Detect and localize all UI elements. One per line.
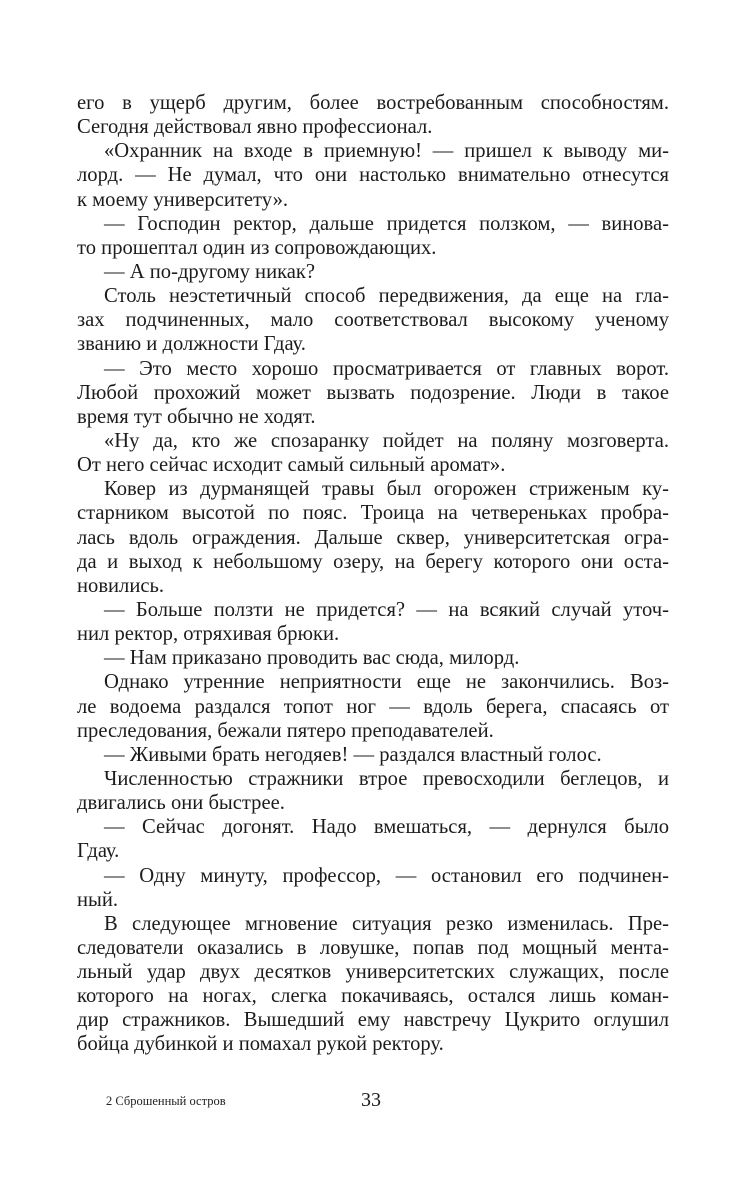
- text-line: да и выход к небольшому озеру, на берегу которого они оста-: [77, 550, 669, 573]
- text-line: — Живыми брать негодяев! — раздался властный голос.: [104, 743, 602, 766]
- body-text: [77, 91, 669, 1057]
- text-line: которого на ногах, слегка покачиваясь, остался лишь коман-: [77, 985, 669, 1008]
- text-line: льный удар двух десятков университетских служащих, после: [77, 961, 669, 984]
- text-line: ный.: [77, 888, 119, 911]
- text-line: званию и должности Гдау.: [77, 333, 306, 356]
- text-line: старником высотой по пояс. Троица на четвереньках пробра-: [77, 502, 669, 525]
- text-line: — Господин ректор, дальше придется ползком, — винова-: [104, 212, 669, 235]
- text-line: Столь неэстетичный способ передвижения, да еще на гла-: [104, 285, 669, 308]
- text-line: — Это место хорошо просматривается от главных ворот.: [104, 357, 669, 380]
- text-line: то прошептал один из сопровождающих.: [77, 236, 437, 259]
- text-line: ле водоема раздался топот ног — вдоль берега, спасаясь от: [77, 695, 669, 718]
- text-line: преследования, бежали пятеро преподавателей.: [77, 719, 494, 742]
- text-line: бойца дубинкой и помахал рукой ректору.: [77, 1033, 444, 1056]
- text-line: следователи оказались в ловушке, попав под мощный мента-: [77, 936, 669, 959]
- text-line: Численностью стражники втрое превосходили беглецов, и: [104, 767, 669, 790]
- text-line: «Охранник на входе в приемную! — пришел к выводу ми-: [104, 140, 669, 163]
- text-line: Однако утренние неприятности еще не закончились. Воз-: [104, 671, 669, 694]
- text-line: — Сейчас догонят. Надо вмешаться, — дернулся было: [104, 816, 669, 839]
- text-line: новились.: [77, 574, 165, 597]
- text-line: зах подчиненных, мало соответствовал высокому ученому: [77, 309, 669, 332]
- text-line: — Больше ползти не придется? — на всякий случай уточ-: [104, 598, 669, 621]
- page-number: 33: [361, 1089, 381, 1111]
- text-line: Сегодня действовал явно профессионал.: [77, 116, 433, 139]
- text-line: нил ректор, отряхивая брюки.: [77, 623, 340, 646]
- text-line: Гдау.: [77, 840, 120, 863]
- text-line: двигались они быстрее.: [77, 792, 285, 815]
- text-line: — Нам приказано проводить вас сюда, милорд.: [104, 647, 520, 670]
- text-line: От него сейчас исходит самый сильный аромат».: [77, 454, 506, 477]
- text-line: лорд. — Не думал, что они настолько внимательно отнесутся: [77, 164, 669, 187]
- text-line: Любой прохожий может вызвать подозрение. Люди в такое: [77, 381, 669, 404]
- text-line: — Одну минуту, профессор, — остановил его подчинен-: [104, 864, 669, 887]
- text-line: «Ну да, кто же спозаранку пойдет на поляну мозговерта.: [104, 429, 669, 452]
- text-line: время тут обычно не ходят.: [77, 405, 316, 428]
- text-line: — А по-другому никак?: [104, 260, 316, 283]
- text-line: дир стражников. Вышедший ему навстречу Цукрито оглушил: [77, 1009, 669, 1032]
- signature-mark: 2 Сброшенный остров: [106, 1094, 226, 1108]
- text-line: его в ущерб другим, более востребованным способностям.: [77, 92, 669, 114]
- text-line: Ковер из дурманящей травы был огорожен стриженым ку-: [104, 478, 669, 501]
- text-line: лась вдоль ограждения. Дальше сквер, университетская огра-: [77, 526, 669, 549]
- text-line: к моему университету».: [77, 188, 289, 211]
- text-line: В следующее мгновение ситуация резко изменилась. Пре-: [104, 912, 669, 935]
